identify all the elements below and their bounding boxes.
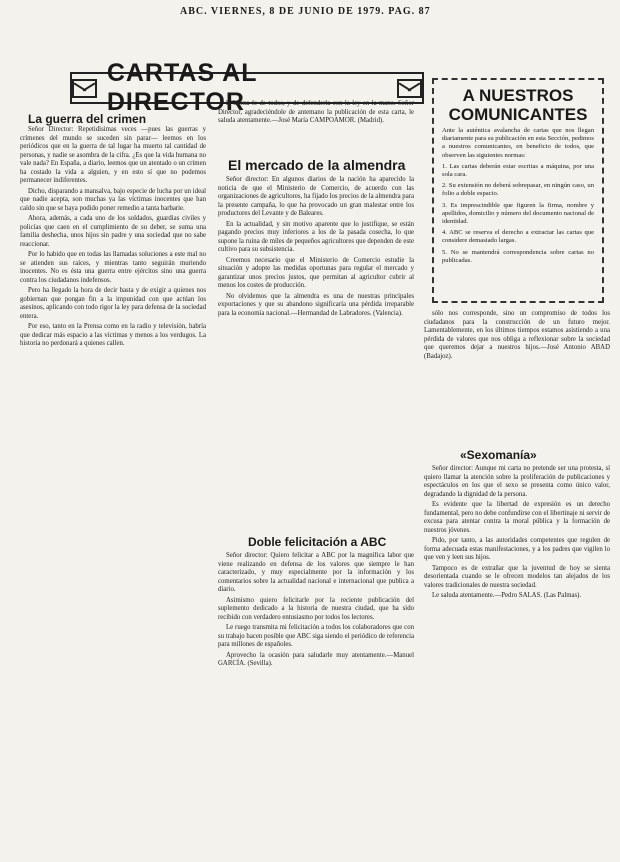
paragraph: En la actualidad, y sin motivo aparente que lo justifique, se están pagando precios muy inferiores a los de la pasada cosecha, lo que supone la ruina de miles de pequeños agricultores que dependen de este cultivo para su subsistencia. [218,220,414,253]
article-title-mercado: El mercado de la almendra [228,157,406,173]
notice-rule: 2. Su extensión no deberá sobrepasar, en ningún caso, un folio a doble espacio. [442,182,594,198]
notice-rule: 4. ABC se reserva el derecho a extractar las cartas que considere demasiado largas. [442,229,594,245]
paragraph: Es evidente que la libertad de expresión es un derecho fundamental, pero no debe confundirse con el libertinaje ni servir de excusa para atentar contra la moral pública y la formación de nuestros jóvenes. [424,501,610,534]
notice-rule: 5. No se mantendrá correspondencia sobre cartas no publicadas. [442,248,594,264]
paragraph: la buena fe de todos, y de defenderla con la ley en la mano. Señor Director, agradeciéndole de antemano la publicación de esta carta, le saluda atentamente.—José María CAMPOAMOR. (Madrid). [218,100,414,124]
paragraph: Dicho, disparando a mansalva, bajo especie de lucha por un ideal que nadie acepta, son muchas ya las víctimas inocentes que han caído sin que se haya podido poner remedio a tanta barbarie. [20,187,206,212]
paragraph: Creemos necesario que el Ministerio de Comercio estudie la situación y adopte las medidas oportunas para regular el mercado y garantizar unos precios justos, que permitan al agricultor cubrir al menos los costes de producción. [218,256,414,289]
notice-intro: Ante la auténtica avalancha de cartas que nos llegan diariamente para su publicación en esta Sección, pedimos a nuestros comunicantes, en beneficio de todos, que observen las siguientes normas: [442,127,594,159]
paragraph: Pido, por tanto, a las autoridades competentes que regulen de forma adecuada estas manifestaciones, y a los padres que vigilen lo que ven y leen sus hijos. [424,537,610,561]
paragraph: Señor director: Aunque mi carta no pretende ser una protesta, sí quiero llamar la atención sobre la proliferación de publicaciones y espectáculos en los que el sexo se presenta como único valor, degradando la dignidad de la persona. [424,465,610,498]
article-title-guerra: La guerra del crimen [28,112,147,126]
paragraph: Le ruego transmita mi felicitación a todos los colaboradores que con su trabajo hacen posible que ABC siga siendo el periódico de referencia para millones de españoles. [218,624,414,648]
article-body-sexomania [424,465,610,842]
paragraph: Ahora, además, a cada uno de los soldados, guardias civiles y policías que caen en el cumplimiento de su deber, se suma una familia deshecha, unos hijos sin padre y una sociedad que no sabe reaccionar. [20,215,206,248]
article-body-mercado [218,176,414,528]
article-body-doble [218,552,414,840]
paragraph: Señor Director: Repetidísimas veces —pues las guerras y crímenes del mundo se suceden sin parar— leemos en los periódicos que en la guerra de tal lugar ha muerto tal cantidad de personas, y nadie se asombra de la cifra. ¿Es que la vida humana no vale nada? En España, a diario, leemos que un atentado o un crimen ha costado la vida a alguien, y en esto sí que no podemos permanecer indiferentes. [20,126,206,184]
paragraph: Señor director: En algunos diarios de la nación ha aparecido la noticia de que el Ministerio de Comercio, de acuerdo con las organizaciones de agricultores, ha fijado los precios de la almendra para la presente campaña, lo que ha provocado un gran malestar entre los productores del Levante y de Baleares. [218,176,414,217]
article-title-sexomania: «Sexomanía» [460,448,537,462]
notice-box [432,78,604,303]
paragraph: Tampoco es de extrañar que la juventud de hoy se sienta desorientada cuando se le ofrecen modelos tan alejados de los valores tradicionales de nuestra sociedad. [424,564,610,589]
paragraph: Asimismo quiero felicitarle por la reciente publicación del suplemento dedicado a la historia de nuestra ciudad, que ha sido recibido con verdadero entusiasmo por todos los lectores. [218,596,414,621]
envelope-icon [397,79,422,98]
page-header: ABC. VIERNES, 8 DE JUNIO DE 1979. PAG. 87 [180,6,431,17]
paragraph: Aprovecho la ocasión para saludarle muy atentamente.—Manuel GARCÍA. (Sevilla). [218,651,414,667]
notice-rule: 1. Las cartas deberán estar escritas a máquina, por una sola cara. [442,162,594,179]
section-title: CARTAS AL DIRECTOR [106,59,258,116]
envelope-icon [72,79,97,98]
paragraph: Le saluda atentamente.—Pedro SALAS. (Las Palmas). [432,592,582,599]
notice-rule: 3. Es imprescindible que figuren la firma, nombre y apellidos, domicilio y número del documento nacional de identidad. [442,201,594,226]
notice-title: A NUESTROS COMUNICANTES [448,86,588,124]
article-body-guerra [20,126,206,836]
paragraph: Pero ha llegado la hora de decir basta y de exigir a quienes nos gobiernan que pongan fin a la impunidad con que actúan los asesinos, aplicando con todo rigor la ley para defensa de la sociedad entera. [20,287,206,320]
paragraph: Por lo habido que en todas las llamadas soluciones a este mal no se atienden sus raíces, y mientras tanto seguirán muriendo inocentes. No es ésta una guerra entre ejércitos sino una guerra contra los ciudadanos indefensos. [20,251,206,284]
article-continuation-3 [424,310,610,445]
article-title-doble: Doble felicitación a ABC [248,535,387,549]
paragraph: Señor director: Quiero felicitar a ABC por la magnífica labor que viene realizando en defensa de los valores que siempre le han caracterizado, y muy especialmente por la información y los comentarios sobre la actualidad nacional e internacional que publica a diario. [218,552,414,593]
paragraph: sólo nos corresponde, sino un compromiso de todos los ciudadanos para la construcción de un futuro mejor. Lamentablemente, en los últimos tiempos estamos asistiendo a una pérdida de valores que nos obliga a reflexionar sobre la sociedad que queremos dejar a nuestros hijos.—José Antonio ABAD (Badajoz). [424,310,610,360]
paragraph: No olvidemos que la almendra es una de nuestras principales exportaciones y que su abandono significaría una pérdida irreparable para la economía nacional.—Hermandad de Labradores. (Valencia). [218,292,414,317]
paragraph: Por eso, tanto en la Prensa como en la radio y televisión, habría que dedicar más espacio a las víctimas y menos a los verdugos. La historia no perdonará a quienes callen. [20,323,206,347]
article-continuation [218,100,414,150]
